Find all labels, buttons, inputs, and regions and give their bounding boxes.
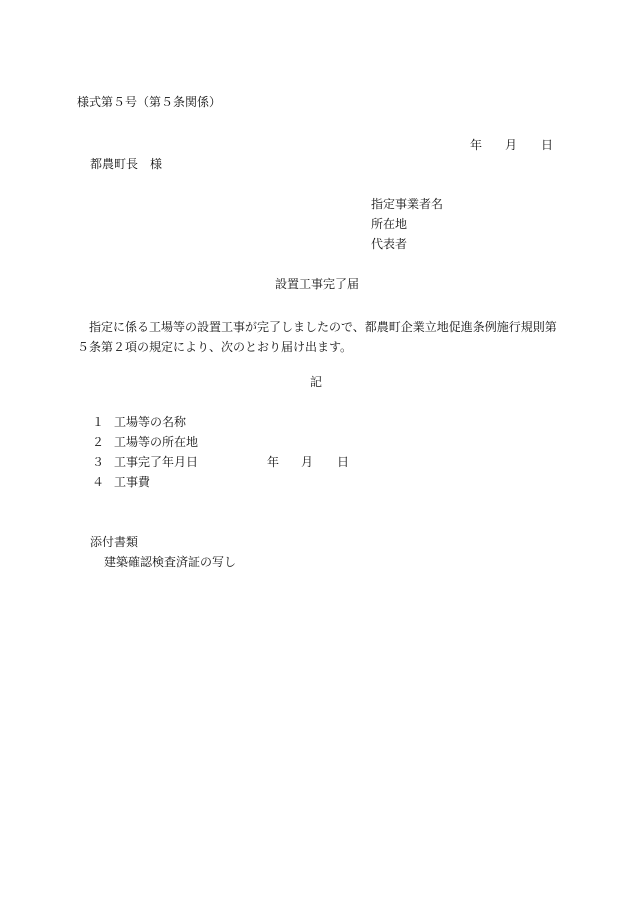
item-number: ４ (92, 475, 105, 489)
applicant-representative-label: 代表者 (371, 237, 408, 251)
applicant-address-label: 所在地 (371, 217, 408, 231)
item-label: 工事完了年月日 (114, 455, 199, 469)
list-item (92, 456, 198, 468)
ki-heading: 記 (310, 375, 323, 389)
item-number: ２ (92, 435, 105, 449)
date-year-label: 年 (470, 138, 483, 152)
document-title: 設置工事完了届 (275, 277, 360, 291)
attachments-heading: 添付書類 (90, 535, 139, 549)
item-label: 工事費 (114, 475, 151, 489)
list-item (92, 416, 186, 428)
completion-date-day-label: 日 (337, 455, 350, 469)
date-month-label: 月 (505, 138, 518, 152)
addressee: 都農町長 様 (90, 157, 163, 171)
date-day-label: 日 (541, 138, 554, 152)
list-item (92, 436, 198, 448)
completion-date-month-label: 月 (301, 455, 314, 469)
body-paragraph: 指定に係る工場等の設置工事が完了しましたので、都農町企業立地促進条例施行規則第５条第２項の規定により、次のとおり届け出ます。 (77, 320, 557, 354)
item-number: ３ (92, 455, 105, 469)
list-item (92, 476, 150, 488)
completion-date-year-label: 年 (267, 455, 280, 469)
item-number: １ (92, 415, 105, 429)
form-number: 様式第５号（第５条関係） (77, 95, 222, 109)
item-label: 工場等の所在地 (114, 435, 199, 449)
attachment-item: 建築確認検査済証の写し (104, 555, 237, 569)
applicant-name-label: 指定事業者名 (371, 197, 444, 211)
item-label: 工場等の名称 (114, 415, 187, 429)
